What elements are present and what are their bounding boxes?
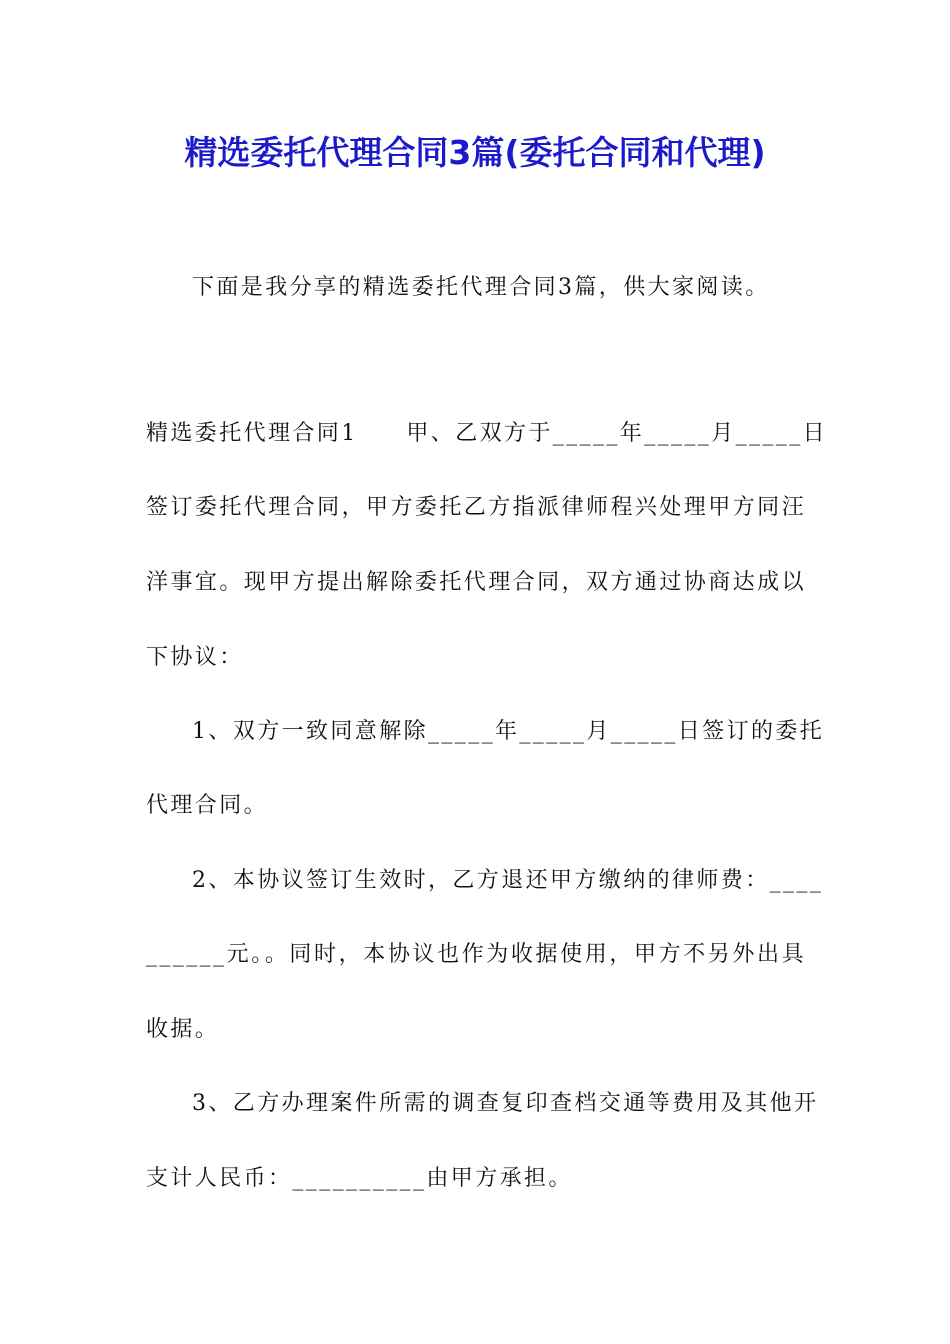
item3-line-2: 支计人民币：__________由甲方承担。 — [146, 1166, 573, 1191]
item3-line-1: 3、乙方办理案件所需的调查复印查档交通等费用及其他开 — [192, 1091, 819, 1116]
item2-line-2: ______元。。同时，本协议也作为收据使用，甲方不另外出具 — [146, 942, 806, 967]
document-title: 精选委托代理合同3篇(委托合同和代理) — [184, 133, 766, 172]
item2-line-3: 收据。 — [146, 1017, 220, 1042]
contract1-line-2: 签订委托代理合同，甲方委托乙方指派律师程兴处理甲方同汪 — [146, 495, 806, 520]
intro-paragraph: 下面是我分享的精选委托代理合同3篇，供大家阅读。 — [192, 275, 770, 300]
contract1-line-3: 洋事宜。现甲方提出解除委托代理合同，双方通过协商达成以 — [146, 570, 806, 595]
contract1-line-4: 下协议： — [146, 645, 244, 670]
item2-line-1: 2、本协议签订生效时，乙方退还甲方缴纳的律师费：____ — [192, 868, 824, 893]
item1-line-2: 代理合同。 — [146, 793, 269, 818]
item1-line-1: 1、双方一致同意解除_____年_____月_____日签订的委托 — [192, 719, 825, 744]
contract1-line-1: 精选委托代理合同1 甲、乙双方于_____年_____月_____日 — [146, 421, 827, 446]
